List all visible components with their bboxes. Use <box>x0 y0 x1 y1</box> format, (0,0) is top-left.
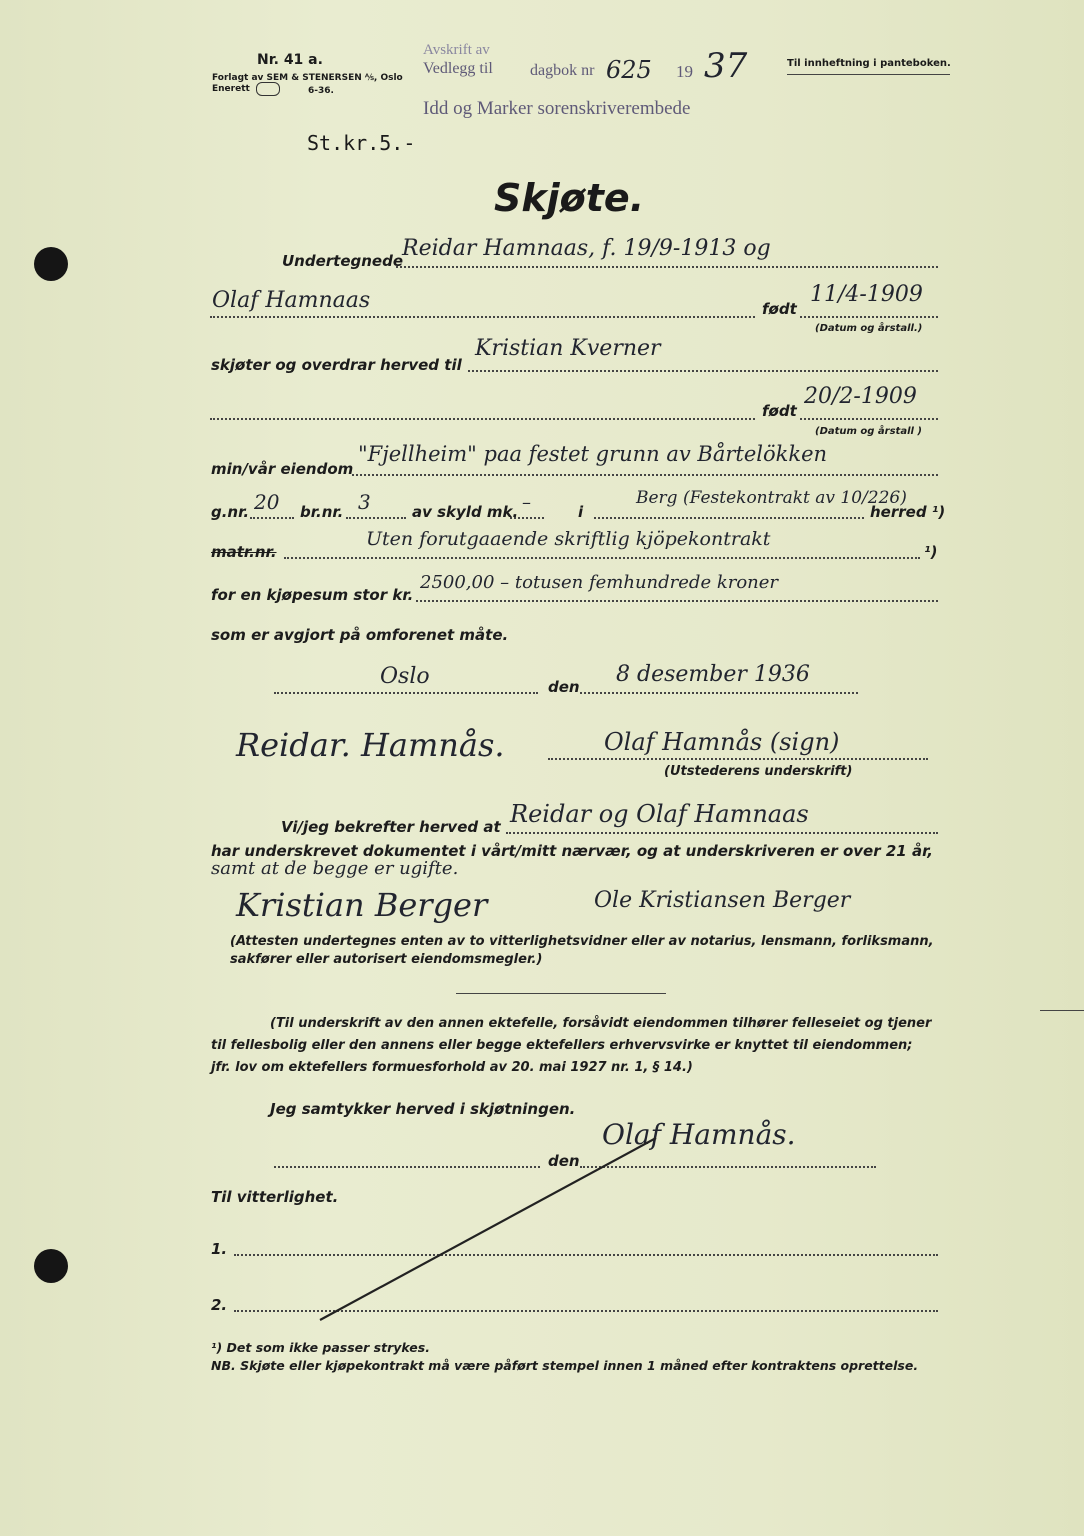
signature-caption: (Utstederens underskrift) <box>664 764 853 779</box>
seller2-born: 11/4-1909 <box>810 282 923 307</box>
undertegnede-label: Undertegnede <box>282 252 404 270</box>
gnr-label: g.nr. <box>211 503 250 521</box>
matr-label: matr.nr. <box>211 543 277 561</box>
gnr-value: 20 <box>254 490 280 514</box>
kjopesum-label: for en kjøpesum stor kr. <box>211 586 414 604</box>
publisher-line: Forlagt av SEM & STENERSEN ⅍, Oslo <box>212 73 403 83</box>
seller2: Olaf Hamnaas <box>212 288 371 313</box>
stamp-dagbok: dagbok nr <box>530 62 595 79</box>
vitterlighet-num-1: 1. <box>211 1240 228 1258</box>
witness-2: Ole Kristiansen Berger <box>594 888 851 913</box>
attest-names: Reidar og Olaf Hamnaas <box>510 800 809 828</box>
seller1: Reidar Hamnaas, f. 19/9-1913 og <box>402 236 771 261</box>
spouse-para-2: til fellesbolig eller den annens eller begge ektefellers erhvervsvirke er knyttet til eiendommen; <box>211 1038 913 1053</box>
stamp-avskrift: Avskrift av <box>423 42 490 58</box>
herred-hand: Berg (Festekontrakt av 10/226) <box>636 488 907 508</box>
matr-suffix: ¹) <box>924 543 938 561</box>
publisher-enerett: Enerett <box>212 84 250 94</box>
footnote-2: NB. Skjøte eller kjøpekontrakt må være påført stempel innen 1 måned efter kontraktens oprettelse. <box>211 1358 919 1373</box>
stamp-year-prefix: 19 <box>676 62 693 81</box>
avgjort-text: som er avgjort på omforenet måte. <box>211 626 509 644</box>
skyld-value: – <box>522 492 531 513</box>
herred-label: herred ¹) <box>870 503 946 521</box>
attest-note-2: sakfører eller autorisert eiendomsmegler.) <box>230 952 543 967</box>
fodt-label-2: født <box>762 402 797 420</box>
signature-2: Olaf Hamnås (sign) <box>604 728 840 756</box>
buyer-born: 20/2-1909 <box>804 384 917 409</box>
skyld-label: av skyld mk. <box>412 503 519 521</box>
signature-1: Reidar. Hamnås. <box>236 726 505 764</box>
right-note: Til innheftning i panteboken. <box>787 58 951 69</box>
datum-note-2: (Datum og årstall ) <box>815 426 922 437</box>
buyer: Kristian Kverner <box>475 336 661 361</box>
kjopesum-hand: 2500,00 – totusen femhundrede kroner <box>420 572 779 593</box>
attest-label: Vi/jeg bekrefter herved at <box>281 818 501 836</box>
den-label: den <box>548 678 580 696</box>
attest-line3: samt at de begge er ugifte. <box>211 858 459 879</box>
year-handwritten: 37 <box>704 46 748 86</box>
i-label: i <box>578 503 584 521</box>
dagbok-number: 625 <box>606 56 652 84</box>
consent-text: Jeg samtykker herved i skjøtningen. <box>270 1100 576 1118</box>
spouse-para-1: (Til underskrift av den annen ektefelle, forsåvidt eiendommen tilhører felleseiet og tjener <box>270 1016 932 1031</box>
attest-line2: har underskrevet dokumentet i vårt/mitt nærvær, og at underskriveren er over 21 år, <box>211 842 933 860</box>
stamp-duty: St.kr.5.- <box>307 131 416 155</box>
stamp-office: Idd og Marker sorenskriverembede <box>423 98 691 119</box>
datum-note-1: (Datum og årstall.) <box>815 323 923 334</box>
document-title: Skjøte. <box>494 176 645 220</box>
brnr-value: 3 <box>358 490 371 514</box>
fodt-label-1: født <box>762 300 797 318</box>
footnote-1: ¹) Det som ikke passer strykes. <box>211 1340 430 1355</box>
spouse-signature: Olaf Hamnås. <box>602 1118 796 1151</box>
eiendom-hand: "Fjellheim" paa festet grunn av Bårtelökken <box>358 442 828 466</box>
eiendom-label: min/vår eiendom <box>211 460 354 478</box>
vitterlighet-num-2: 2. <box>211 1296 228 1314</box>
skjoter-label: skjøter og overdrar herved til <box>211 356 462 374</box>
spouse-para-3: jfr. lov om ektefellers formuesforhold av 20. mai 1927 nr. 1, § 14.) <box>211 1060 693 1075</box>
form-number: Nr. 41 a. <box>257 52 323 68</box>
stamp-vedlegg: Vedlegg til <box>423 60 493 77</box>
place: Oslo <box>380 664 430 689</box>
brnr-label: br.nr. <box>300 503 344 521</box>
spouse-den-label: den <box>548 1152 580 1170</box>
vitterlighet-label: Til vitterlighet. <box>211 1188 339 1206</box>
matr-hand: Uten forutgaaende skriftlig kjöpekontrakt <box>366 528 771 550</box>
witness-1: Kristian Berger <box>236 886 488 924</box>
attest-note-1: (Attesten undertegnes enten av to vitterlighetsvidner eller av notarius, lensmann, forliksmann, <box>230 934 934 949</box>
date: 8 desember 1936 <box>616 662 810 687</box>
publisher-code: 6-36. <box>308 86 334 96</box>
